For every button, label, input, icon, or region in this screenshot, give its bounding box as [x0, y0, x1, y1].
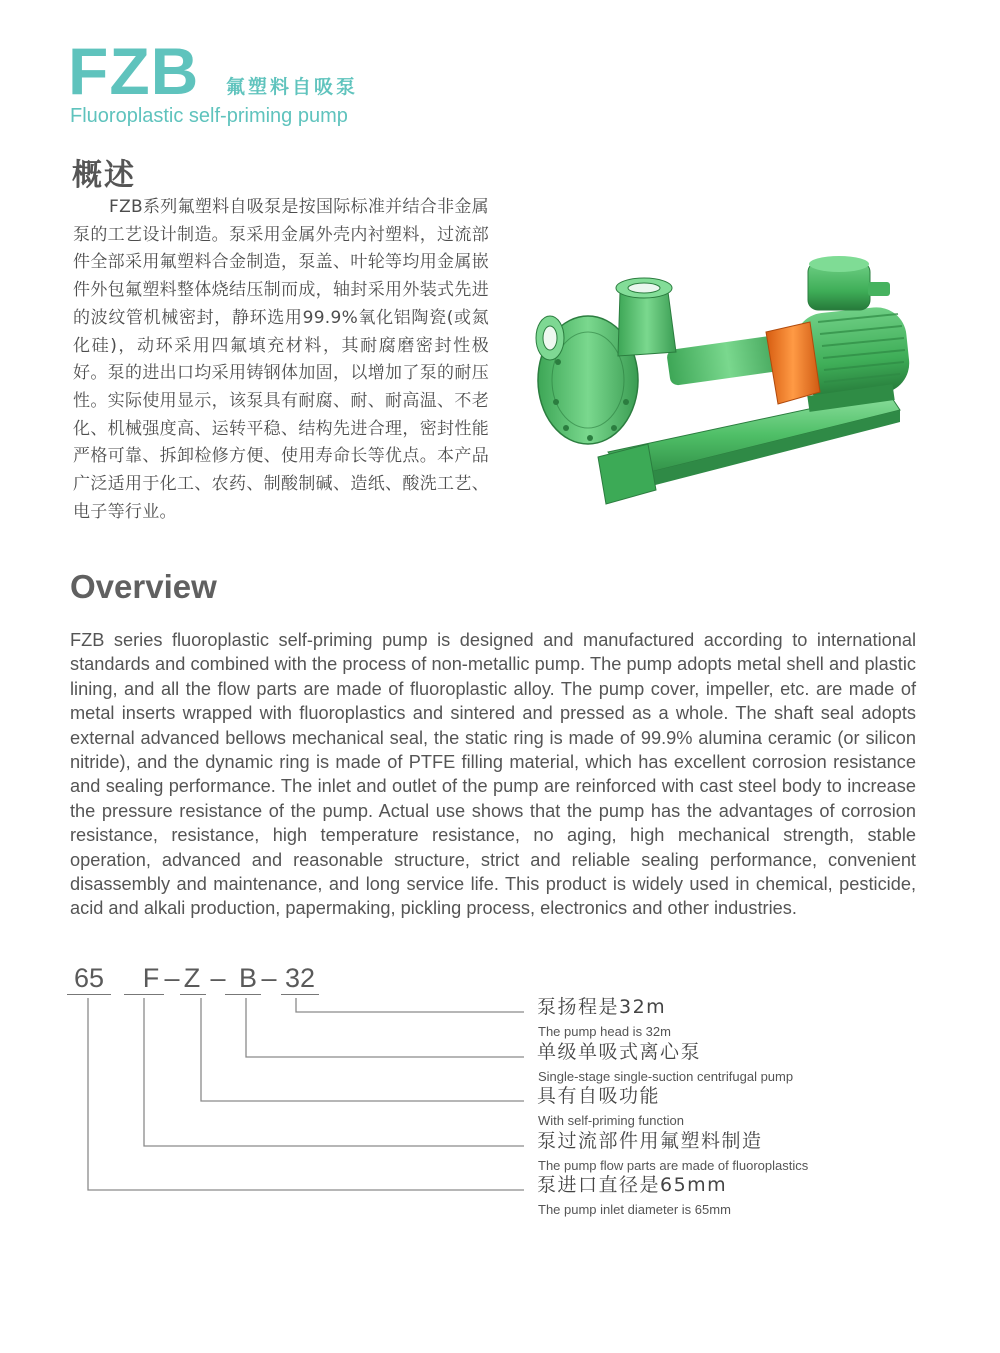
- model-code-separator: –: [261, 963, 277, 993]
- product-title-cn: 氟塑料自吸泵: [226, 76, 359, 98]
- connector-self-priming: [201, 998, 524, 1101]
- model-code-material: F: [142, 963, 160, 993]
- brand-logo-text: FZB: [68, 34, 200, 108]
- model-code-separator: –: [164, 963, 180, 993]
- annotation-head-cn: 泵扬程是32m: [537, 996, 667, 1018]
- annotation-material-en: The pump flow parts are made of fluoroplastics: [538, 1158, 809, 1173]
- connector-inlet: [88, 998, 524, 1190]
- model-code-separator: –: [210, 963, 226, 993]
- annotation-self-priming-en: With self-priming function: [538, 1113, 684, 1128]
- overview-body-en: FZB series fluoroplastic self-priming pump is designed and manufactured according to international standards and combined with the process of non-metallic pump. The pump adopts metal shell and plastic lining, and all the flow parts are made of fluoroplastic alloy. The pump cover, impeller, etc. are made of metal inserts wrapped with fluoroplastics and sintered and pressed as a whole. The shaft seal adopts external advanced bellows mechanical seal, the static ring is made of 99.9% alumina ceramic (or silicon nitride), and the dynamic ring is made of PTFE filling material, which has excellent corrosion resistance and sealing performance. The inlet and outlet of the pump are reinforced with cast steel body to increase the pressure resistance of the pump. Actual use shows that the pump has the advantages of corrosion resistance, resistance, high temperature resistance, no aging, high mechanical strength, stable operation, advanced and reasonable structure, strict and reliable sealing performance, convenient disassembly and maintenance, and long service life. This product is widely used in chemical, pesticide, acid and alkali production, papermaking, pickling process, electronics and other industries.: [70, 630, 916, 919]
- model-code-self-priming: Z: [183, 963, 201, 993]
- overview-heading-en: Overview: [70, 568, 217, 605]
- annotation-inlet-en: The pump inlet diameter is 65mm: [538, 1202, 731, 1217]
- annotation-self-priming-cn: 具有自吸功能: [537, 1085, 661, 1107]
- annotation-head-en: The pump head is 32m: [538, 1024, 671, 1039]
- connector-head: [296, 998, 524, 1012]
- connector-pump-type: [246, 998, 524, 1057]
- model-code-pump-type: B: [238, 963, 257, 993]
- annotation-material-cn: 泵过流部件用氟塑料制造: [537, 1130, 763, 1152]
- overview-heading-cn: 概述: [72, 158, 136, 193]
- annotation-pump-type-en: Single-stage single-suction centrifugal pump: [538, 1069, 794, 1084]
- model-code-inlet-diameter: 65: [73, 963, 105, 993]
- overview-text-cn: FZB系列氟塑料自吸泵是按国际标准并结合非金属泵的工艺设计制造。泵采用金属外壳内衬塑料，过流部件全部采用氟塑料合金制造，泵盖、叶轮等均用金属嵌件外包氟塑料整体烧结压制而成，轴封采用外装式先进的波纹管机械密封，静环选用99.9%氧化铝陶瓷(或氮化硅)，动环采用四氟填充材料，其耐腐磨密封性极好。泵的进出口均采用铸钢体加固，以增加了泵的耐压性。实际使用显示，该泵具有耐腐、耐、耐高温、不老化、机械强度高、运转平稳、结构先进合理，密封性能严格可靠、拆卸检修方便、使用寿命长等优点。本产品广泛适用于化工、农药、制酸制碱、造纸、酸洗工艺、电子等行业。: [73, 197, 489, 522]
- annotation-inlet-cn: 泵进口直径是65mm: [537, 1174, 728, 1196]
- model-code-head: 32: [284, 963, 316, 993]
- product-title-en: Fluoroplastic self-priming pump: [70, 105, 348, 127]
- annotation-pump-type-cn: 单级单吸式离心泵: [537, 1041, 702, 1063]
